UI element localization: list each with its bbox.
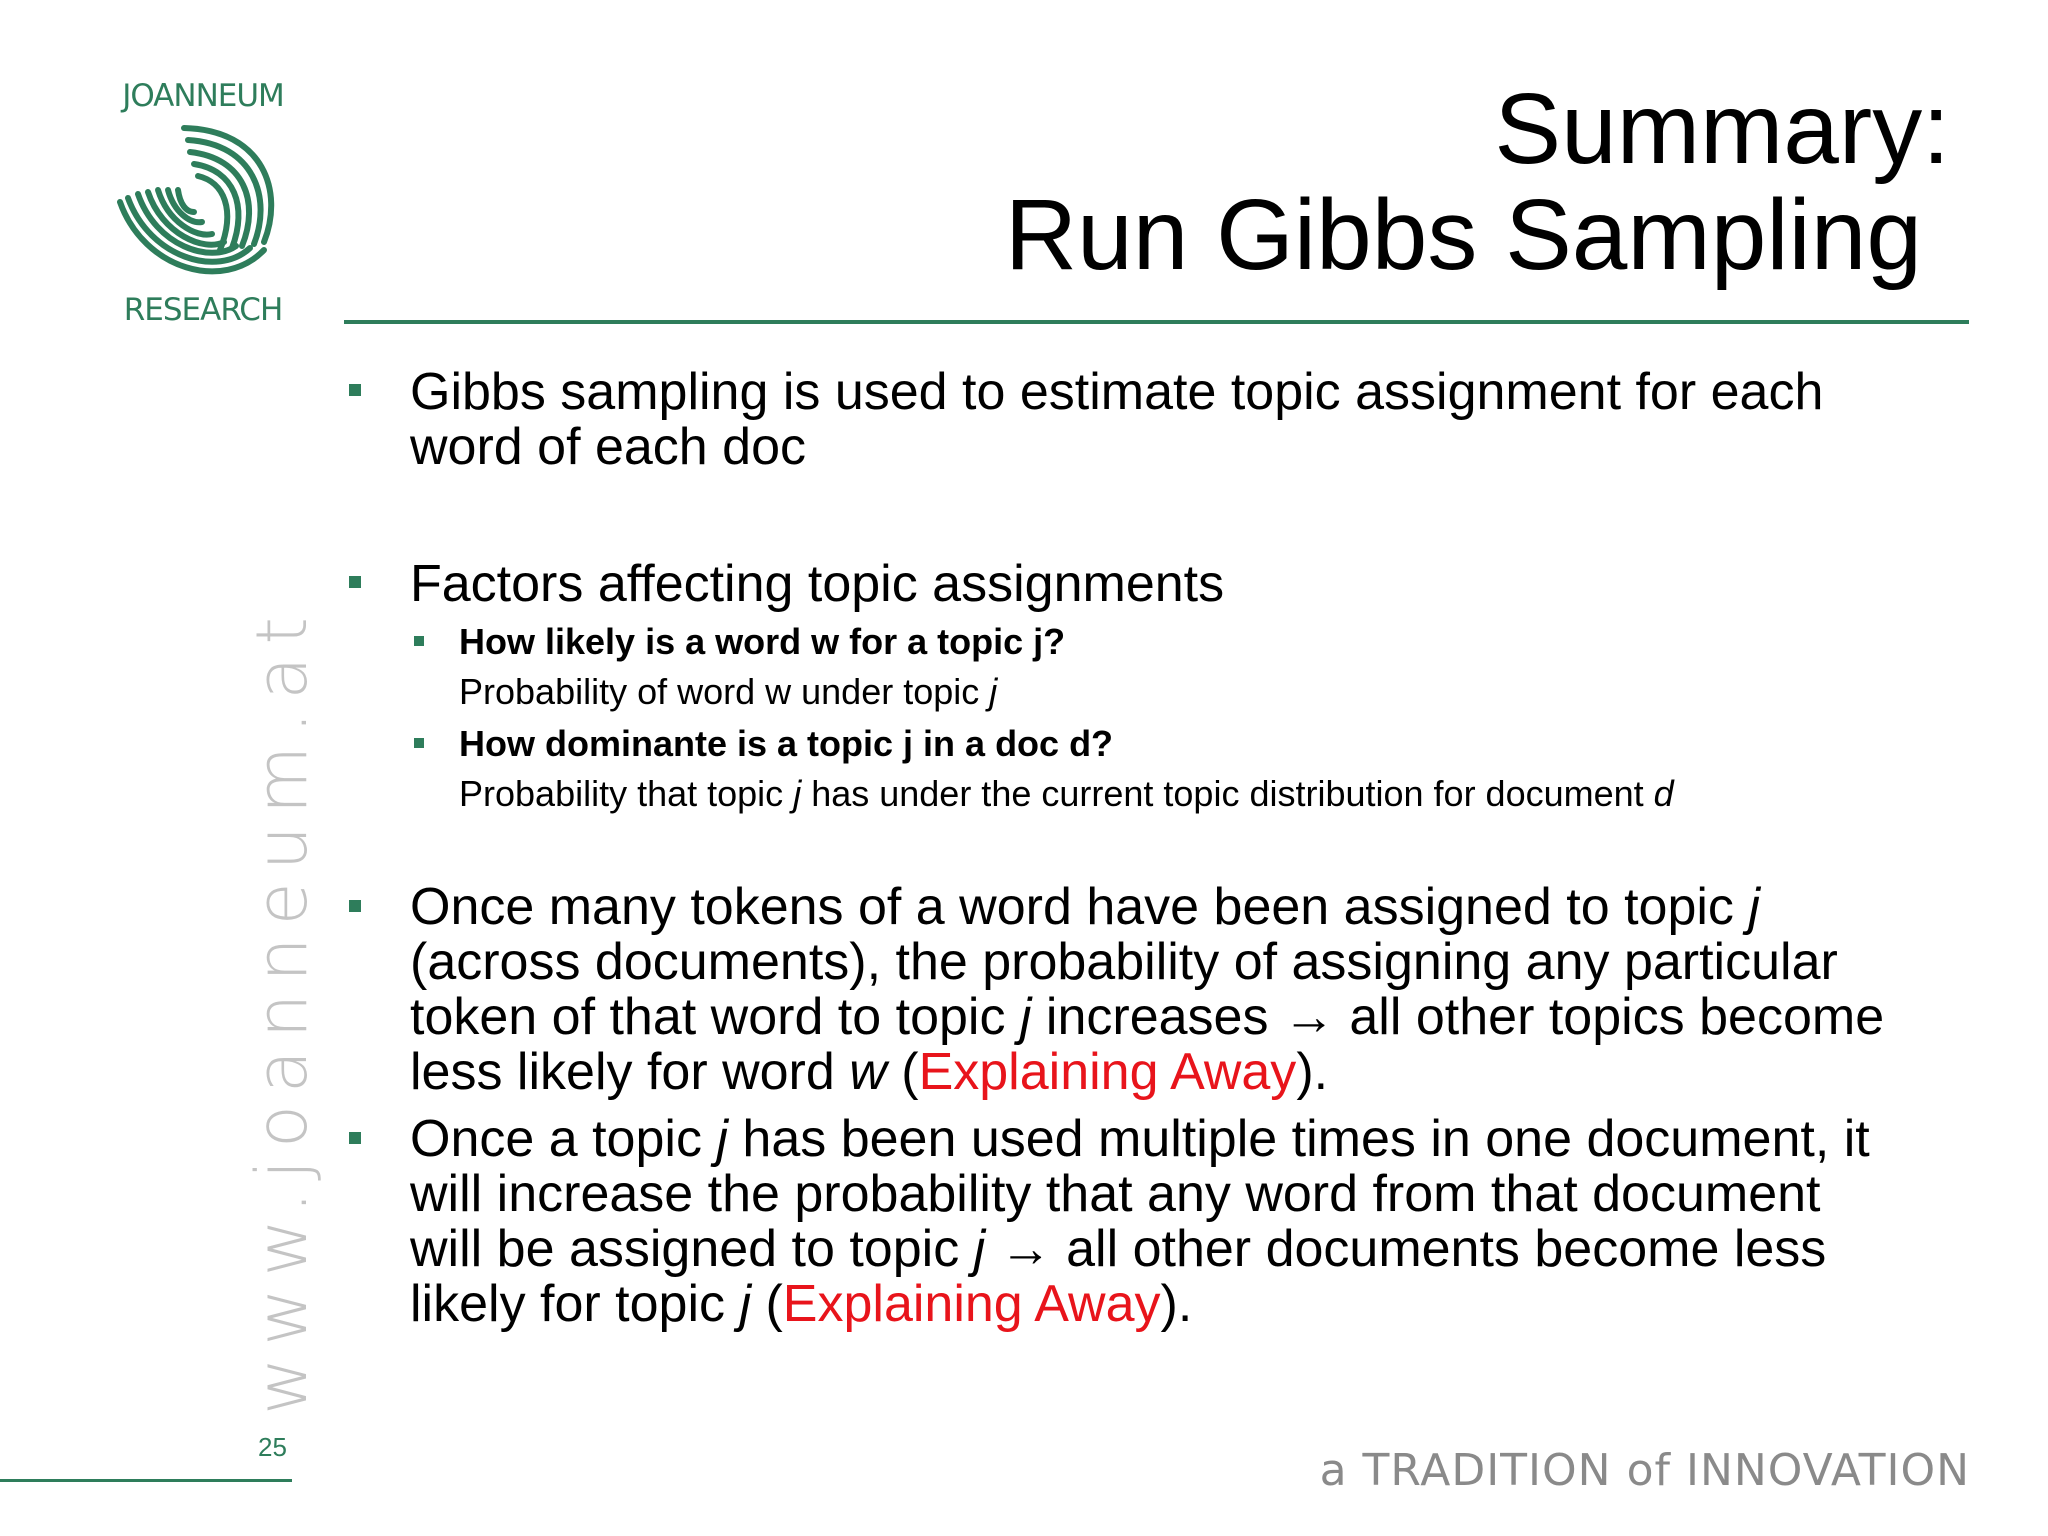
slide-title (650, 73, 1950, 291)
title-line-2: Run Gibbs Sampling (1004, 179, 1922, 291)
sub-bullet-marker (414, 738, 424, 748)
logo-top-text: JOANNEUM (122, 78, 284, 114)
bullet-marker (349, 1132, 361, 1144)
bullet-marker (349, 576, 361, 588)
sub-bullet-1-heading: How likely is a word w for a topic j? (459, 621, 1066, 662)
text-run: increases (1031, 988, 1283, 1046)
bullet-3-text (410, 880, 1970, 1100)
bullet-2-text: Factors affecting topic assignments (410, 555, 1225, 613)
title-line-1: Summary: (1494, 73, 1950, 185)
bullet-marker (349, 384, 361, 396)
bullet-3-line-1 (410, 880, 1970, 935)
math-var: w (849, 1043, 887, 1101)
desc-text: Probability of word w under topic (459, 671, 990, 712)
sub-bullet-1-description (459, 670, 997, 714)
bullet-1-line-1: Gibbs sampling is used to estimate topic assignment for each (410, 363, 1824, 421)
footer-tagline: a TRADITION of INNOVATION (1319, 1445, 1970, 1496)
math-var: d (1653, 773, 1674, 814)
sub-bullet-2-description (459, 772, 1674, 816)
text-run: Once a topic (410, 1110, 717, 1168)
bullet-4-line-4 (410, 1277, 1970, 1332)
text-run: ( (751, 1275, 783, 1333)
right-arrow-icon: → (999, 1220, 1052, 1278)
text-run: less likely for word (410, 1043, 850, 1101)
math-var: j (989, 671, 998, 712)
text-run: ). (1296, 1043, 1329, 1101)
text-run: ). (1160, 1275, 1193, 1333)
page-number: 25 (258, 1432, 287, 1462)
bullet-4-text (410, 1112, 1970, 1332)
sub-bullet-marker (414, 636, 424, 646)
text-run: ( (886, 1043, 919, 1101)
text-run: Once many tokens of a word have been assigned to topic (410, 878, 1749, 936)
bullet-3-line-3 (410, 990, 1970, 1045)
bullet-marker (349, 900, 361, 912)
bullet-1-text (410, 365, 1970, 475)
bullet-4-line-2: will increase the probability that any word from that document (410, 1165, 1821, 1223)
logo-bottom-text: RESEARCH (123, 292, 283, 328)
math-var: j (973, 1220, 986, 1278)
bullet-3-line-2: (across documents), the probability of assigning any particular (410, 933, 1838, 991)
desc-text: Probability that topic (459, 773, 794, 814)
explaining-away-highlight: Explaining Away (782, 1275, 1161, 1333)
bullet-4-line-3 (410, 1222, 1970, 1277)
joanneum-logo (108, 78, 298, 334)
text-run: has been used multiple times in one document, it (727, 1110, 1870, 1168)
sub-bullet-2-heading: How dominante is a topic j in a doc d? (459, 723, 1114, 764)
math-var: j (793, 773, 802, 814)
text-run: all other topics become (1334, 988, 1885, 1046)
title-divider (344, 320, 1969, 324)
math-var: j (1748, 878, 1760, 936)
right-arrow-icon: → (1282, 988, 1335, 1046)
math-var: j (716, 1110, 728, 1168)
logo-wave-icon (114, 122, 294, 290)
bullet-3-line-4 (410, 1045, 1970, 1100)
text-run (985, 1220, 999, 1278)
bullet-4-line-1 (410, 1112, 1970, 1167)
footer-divider (0, 1479, 292, 1482)
bullet-1-line-2: word of each doc (410, 418, 807, 476)
text-run: will be assigned to topic (410, 1220, 974, 1278)
math-var: j (1019, 988, 1032, 1046)
explaining-away-highlight: Explaining Away (918, 1043, 1297, 1101)
text-run: token of that word to topic (410, 988, 1020, 1046)
text-run: all other documents become less (1051, 1220, 1827, 1278)
text-run: likely for topic (410, 1275, 740, 1333)
vertical-website-url: www.joanneum.at (241, 605, 323, 1415)
desc-text: has under the current topic distribution for document (801, 773, 1654, 814)
math-var: j (739, 1275, 752, 1333)
